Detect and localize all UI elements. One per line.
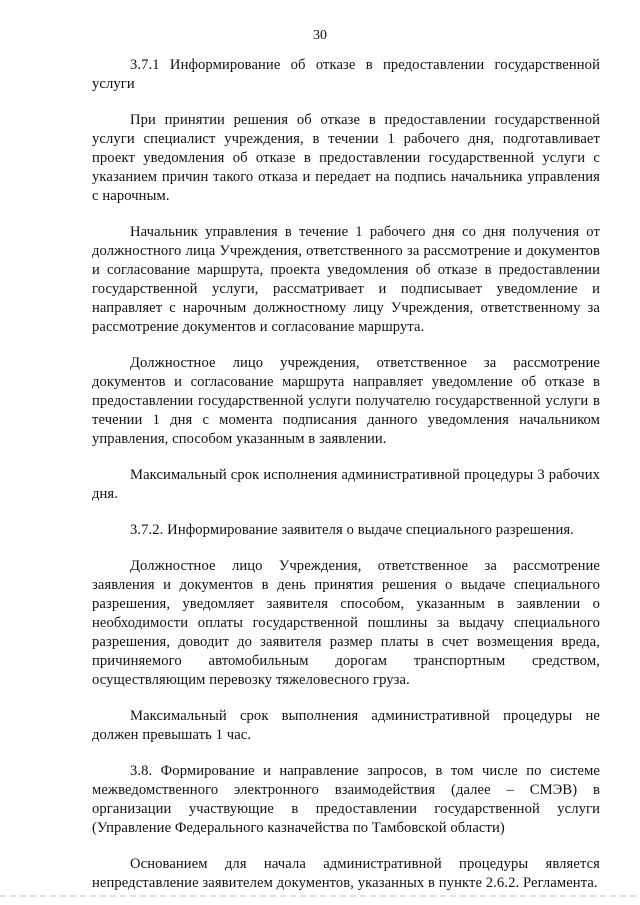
paragraph-refusal-delivery: Должностное лицо учреждения, ответственное за рассмотрение документов и согласование маршрута направляет уведомление об отказе в предоставлении государственной услуги получателю государственной услуги в течении 1 дня с момента подписания данного уведомления начальником управления, способом указанным в заявлении. <box>92 355 600 447</box>
paragraph-permit-notification: Должностное лицо Учреждения, ответственное за рассмотрение заявления и документов в день принятия решения о выдаче специального разрешения, уведомляет заявителя способом, указанным в заявлении о необходимости оплаты государственной пошлины за выдачу специального разрешения, доводит до заявителя размер платы в счет возмещения вреда, причиняемого автомобильным дорогам транспортным средством, осуществляющим перевозку тяжеловесного груза. <box>92 558 600 688</box>
paragraph-refusal-preparation: При принятии решения об отказе в предоставлении государственной услуги специалист учреждения, в течении 1 рабочего дня, подготавливает проект уведомления об отказе в предоставлении государственной услуги с указанием причин такого отказа и передает на подпись начальника управления с нарочным. <box>92 112 600 204</box>
scan-artifact-line <box>0 895 640 897</box>
section-heading-3-7-2: 3.7.2. Информирование заявителя о выдаче специального разрешения. <box>130 522 574 538</box>
paragraph-head-review: Начальник управления в течение 1 рабочего дня со дня получения от должностного лица Учреждения, ответственного за рассмотрение и документов и согласование маршрута, проекта уведомления об отказе в предоставлении государственной услуги, рассматривает и подписывает уведомление и направляет с нарочным должностному лицу Учреждения, ответственному за рассмотрение документов и согласование маршрута. <box>92 224 600 335</box>
paragraph-max-term-permit: Максимальный срок выполнения административной процедуры не должен превышать 1 час. <box>92 708 600 743</box>
page-number: 30 <box>313 28 327 43</box>
paragraph-max-term-refusal: Максимальный срок исполнения административной процедуры 3 рабочих дня. <box>92 467 600 502</box>
section-heading-3-7-1: 3.7.1 Информирование об отказе в предоставлении государственной услуги <box>92 57 600 92</box>
paragraph-procedure-basis: Основанием для начала административной процедуры является непредставление заявителем документов, указанных в пункте 2.6.2. Регламента. <box>92 856 600 891</box>
document-body <box>92 56 600 893</box>
paragraph-section-3-8: 3.8. Формирование и направление запросов, в том числе по системе межведомственного электронного взаимодействия (далее – СМЭВ) в организации участвующие в предоставлении государственной услуги (Управление Федерального казначейства по Тамбовской области) <box>92 763 600 836</box>
